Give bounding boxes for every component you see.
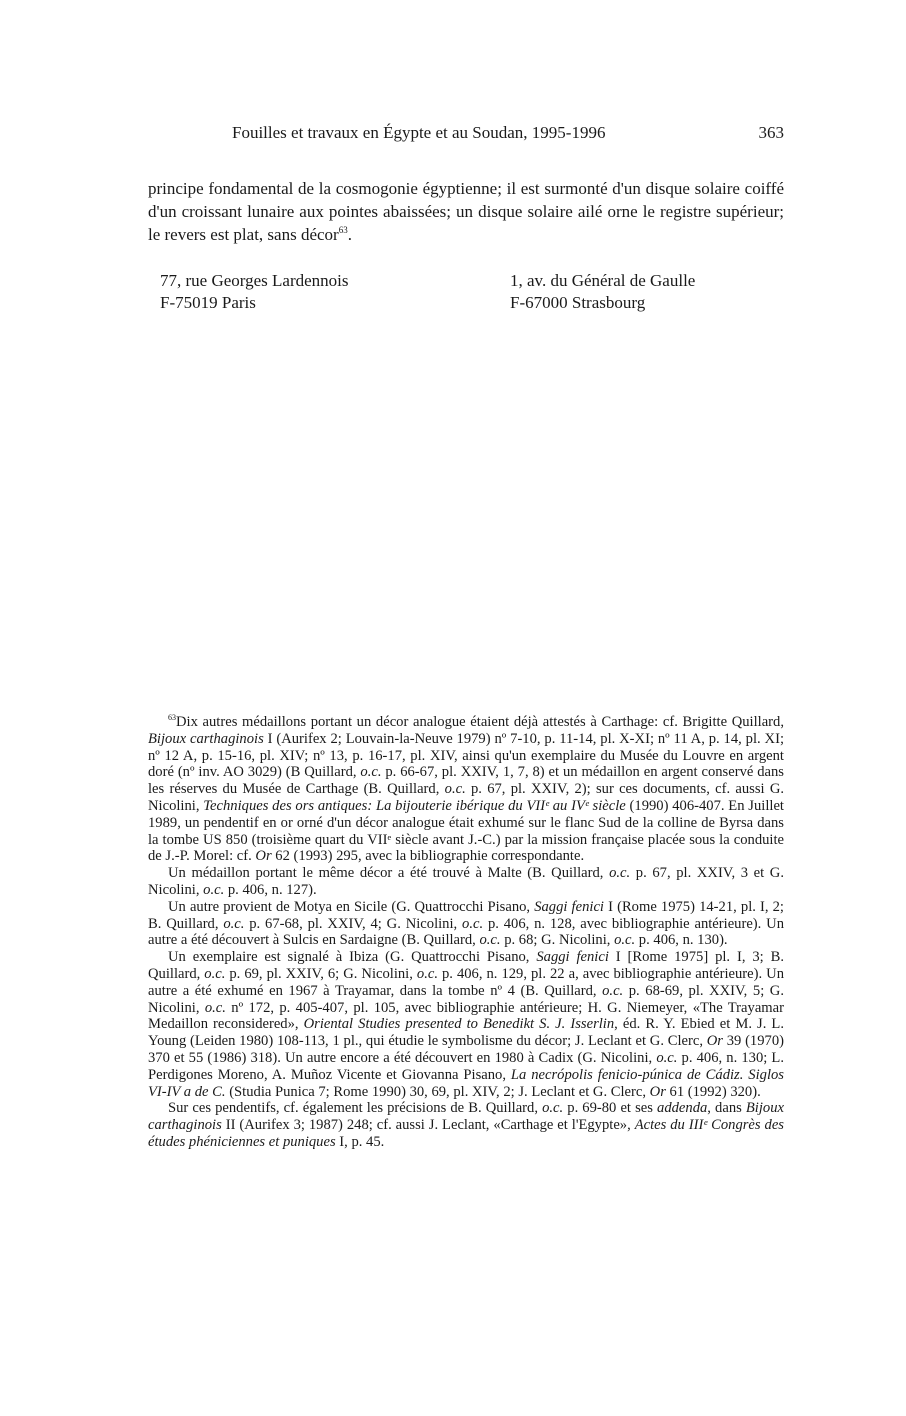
body-paragraph-end: .: [347, 225, 352, 244]
fn-p4-s7: o.c.: [602, 982, 624, 999]
address-right-line-2: F-67000 Strasbourg: [510, 293, 646, 312]
fn-p1-s8: (1990) 406-407. En Juillet 1989, un pendentif en or orné d'un décor analogue était exhumé sur le flanc Sud de la colline de Byrsa dans la tombe US 850 (troisième quart du VIIᵉ siècle avant J.-C.) par la mission française placée sous la conduite de J.-P. Morel: cf.: [148, 797, 784, 865]
fn-p4-s16: p. 406, n. 130; L. Perdigones Moreno, A. Muñoz Vicente et Giovanna Pisano,: [148, 1049, 784, 1083]
fn-p5-s8: I, p. 45.: [335, 1133, 385, 1150]
fn-p1-s3: o.c.: [360, 764, 382, 781]
fn-p2-s1: o.c.: [609, 865, 631, 882]
fn-p3-s2: I (Rome 1975) 14-21, pl. I, 2; B. Quillard,: [148, 898, 784, 932]
fn-p2-s4: p. 406, n. 127).: [224, 881, 317, 898]
author-address-right: [510, 270, 695, 314]
fn-p4-s3: o.c.: [204, 965, 226, 982]
fn-p1-s7: Techniques des ors antiques: La bijouterie ibérique du VIIᵉ au IVᵉ siècle: [203, 797, 626, 814]
fn-p3-s0: Un autre provient de Motya en Sicile (G. Quattrocchi Pisano,: [168, 898, 535, 915]
fn-p4-s10: nº 172, p. 405-407, pl. 105, avec bibliographie antérieure; H. G. Niemeyer, «The Trayamar Medaillon reconsidered»,: [148, 999, 784, 1033]
fn-p5-s4: , dans: [707, 1100, 746, 1117]
fn-p4-s20: 61 (1992) 320).: [665, 1083, 761, 1100]
fn-p4-s14: 39 (1970) 370 et 55 (1986) 318). Un autre encore a été découvert en 1980 à Cadix (G. Nicolini,: [148, 1033, 784, 1066]
fn-p1-s2: I (Aurifex 2; Louvain-la-Neuve 1979) nº 7-10, p. 11-14, pl. X-XI; nº 11 A, p. 14, pl. XI; nº 12 A, p. 15-16, pl. XIV; nº 13, p. 16-17, pl. XIV, ainsi qu'un exemplaire du Musée du Louvre en argent doré (nº inv. AO 3029) (B Quillard,: [148, 730, 784, 781]
fn-p3-s5: o.c.: [462, 915, 484, 932]
fn-p4-s15: o.c.: [656, 1049, 678, 1066]
fn-p2-s0: Un médaillon portant le même décor a été trouvé à Malte (B. Quillard,: [168, 865, 610, 882]
fn-p3-s1: Saggi fenici: [534, 898, 604, 915]
footnote-paragraph: [148, 899, 784, 949]
footnotes-section: [148, 714, 784, 1151]
fn-p4-s1: Saggi fenici: [536, 949, 609, 966]
fn-p3-s8: p. 68; G. Nicolini,: [500, 932, 615, 949]
fn-p1-s1: Bijoux carthaginois: [148, 730, 264, 747]
fn-p4-s18: (Studia Punica 7; Rome 1990) 30, 69, pl. XIV, 2; J. Leclant et G. Clerc,: [225, 1083, 650, 1100]
fn-p4-s17: La necrópolis fenicio-púnica de Cádiz. Siglos VI-IV a de C.: [148, 1066, 784, 1100]
footnote-paragraph: [148, 714, 784, 865]
fn-p4-s0: Un exemplaire est signalé à Ibiza (G. Quattrocchi Pisano,: [168, 949, 537, 966]
fn-p2-s3: o.c.: [203, 881, 225, 898]
running-title: Fouilles et travaux en Égypte et au Soudan, 1995-1996: [232, 123, 606, 142]
fn-p4-s5: o.c.: [416, 965, 438, 982]
fn-p3-s3: o.c.: [223, 915, 245, 932]
fn-p4-s4: p. 69, pl. XXIV, 6; G. Nicolini,: [225, 965, 417, 982]
fn-p4-s13: Or: [706, 1033, 723, 1050]
fn-p3-s7: o.c.: [479, 932, 501, 949]
fn-p1-s0: Dix autres médaillons portant un décor analogue étaient déjà attestés à Carthage: cf. Brigitte Quillard,: [176, 714, 784, 730]
address-right-line-1: 1, av. du Général de Gaulle: [510, 271, 696, 290]
fn-p5-s3: addenda: [657, 1100, 708, 1117]
running-header: [148, 123, 784, 147]
page-number: 363: [758, 123, 784, 142]
fn-p1-s9: Or: [255, 848, 272, 865]
fn-p4-s11: Oriental Studies presented to Benedikt S. J. Isserlin: [303, 1016, 615, 1033]
fn-p4-s19: Or: [649, 1083, 666, 1100]
fn-p1-s4: p. 66-67, pl. XXIV, 1, 7, 8) et un médaillon en argent conservé dans les réserves du Musée de Carthage (B. Quillard,: [148, 764, 784, 798]
fn-p4-s6: p. 406, n. 129, pl. 22 a, avec bibliographie antérieure). Un autre a été exhumé en 1967 à Trayamar, dans la tombe nº 4 (B. Quillard,: [148, 965, 784, 999]
fn-p3-s4: p. 67-68, pl. XXIV, 4; G. Nicolini,: [244, 915, 463, 932]
fn-p4-s12: , éd. R. Y. Ebied et M. J. L. Young (Leiden 1980) 108-113, 1 pl., qui étudie le symbolisme du décor; J. Leclant et G. Clerc,: [148, 1016, 784, 1050]
fn-p5-s2: p. 69-80 et ses: [563, 1100, 658, 1117]
address-left-line-1: 77, rue Georges Lardennois: [160, 271, 349, 290]
fn-p5-s6: II (Aurifex 3; 1987) 248; cf. aussi J. Leclant, «Carthage et l'Egypte»,: [221, 1117, 635, 1134]
body-paragraph-text: principe fondamental de la cosmogonie égyptienne; il est surmonté d'un disque solaire coiffé d'un croissant lunaire aux pointes abaissées; un disque solaire ailé orne le registre supérieur; le revers est plat, sans décor: [148, 179, 784, 244]
fn-p4-s2: I [Rome 1975] pl. I, 3; B. Quillard,: [148, 949, 784, 982]
fn-p1-s6: p. 67, pl. XXIV, 2); sur ces documents, cf. aussi G. Nicolini,: [148, 781, 785, 814]
fn-p4-s9: o.c.: [204, 999, 226, 1016]
author-address-left: [160, 270, 349, 314]
fn-p3-s10: p. 406, n. 130).: [635, 932, 728, 949]
fn-p2-s2: p. 67, pl. XXIV, 3 et G. Nicolini,: [148, 865, 784, 898]
footnote-paragraph: [148, 949, 784, 1100]
fn-p4-s8: p. 68-69, pl. XXIV, 5; G. Nicolini,: [148, 982, 784, 1016]
fn-p5-s0: Sur ces pendentifs, cf. également les précisions de B. Quillard,: [168, 1100, 543, 1117]
footnote-reference: 63: [338, 225, 348, 235]
fn-p5-s5: Bijoux carthaginois: [148, 1100, 784, 1134]
footnote-number: 63: [168, 713, 176, 722]
address-left-line-2: F-75019 Paris: [160, 293, 256, 312]
footnote-paragraph: [148, 865, 784, 899]
fn-p1-s5: o.c.: [444, 781, 466, 798]
fn-p5-s1: o.c.: [542, 1100, 564, 1117]
footnote-paragraph: [148, 1100, 784, 1150]
body-paragraph: [148, 177, 784, 246]
fn-p3-s6: p. 406, n. 128, avec bibliographie antérieure). Un autre a été découvert à Sulcis en Sardaigne (B. Quillard,: [148, 915, 784, 949]
fn-p5-s7: Actes du IIIᵉ Congrès des études phéniciennes et puniques: [148, 1117, 784, 1150]
fn-p3-s9: o.c.: [614, 932, 636, 949]
fn-p1-s10: 62 (1993) 295, avec la bibliographie correspondante.: [271, 848, 585, 865]
